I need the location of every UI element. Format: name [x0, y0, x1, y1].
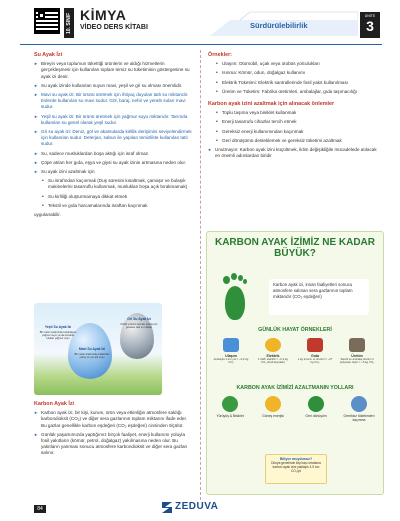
- way-recycling: Geri dönüşüm: [297, 396, 335, 418]
- section-title-karbon-ayak-izi: Karbon Ayak İzi: [34, 401, 75, 407]
- meat-icon: [307, 338, 323, 352]
- list-item: ► Su, sadece musluklardan boşa aktığı için israf olmaz.: [34, 151, 192, 157]
- section-title-onlemler: Karbon ayak izini azaltmak için alınacak önlemler: [208, 101, 335, 108]
- lightbulb-icon: [265, 338, 281, 352]
- column-divider: [200, 50, 201, 500]
- infographic-description: Karbon ayak izi, insan faaliyetleri sonucu atmosfere salınan sera gazlarının toplam miktarıdır (CO₂ eşdeğeri): [269, 279, 369, 315]
- sub-list-item: • Gereksiz enerji kullanımından kaçınmak: [208, 129, 382, 135]
- reminder-note: ► Unutmayın: Karbon ayak izini küçültmek, iklim değişikliğile mücadelede atılacak en önemli adımlardan biridir: [208, 147, 382, 159]
- subject-title: KİMYA: [80, 7, 127, 23]
- brand-name: ZEDUVA: [175, 501, 219, 512]
- header-banner: [210, 4, 358, 36]
- book-title: VİDEO DERS KİTABI: [80, 24, 148, 31]
- way-solar: Güneş enerjisi: [254, 396, 292, 418]
- left-column-bottom: [34, 401, 192, 460]
- mavi-text: Bir malın üretiminde kullanılan yüzey ve yer altı suyu: [74, 353, 110, 360]
- sub-list-item: • Isınma: Kömür, odun, doğalgaz kullanımı: [208, 70, 382, 76]
- factory-icon: [349, 338, 365, 352]
- example-food: Gıda 1 kg kırmızı et üretimi = ~27 kg CO₂: [297, 338, 333, 365]
- section-title-su-ayak-izi: Su Ayak İzi: [34, 52, 63, 58]
- qr-code-icon[interactable]: [34, 8, 60, 34]
- sub-list-item: • Elektrik Tüketimi: Elektrik santrallerinde fosil yakıt kullanılması: [208, 80, 382, 86]
- gri-text: Kirlilik yükünü asimile etmek için gereken tatlı su miktarı: [120, 323, 158, 330]
- page-number: 84: [34, 505, 46, 513]
- right-column: [208, 52, 382, 162]
- sub-list-item: • Üretim ve Tüketim: Fabrika üretimleri, ambalajlar, gıda taşımacılığı: [208, 89, 382, 95]
- example-electricity: Elektrik 1 kWh elektrik = ~0.4 kg CO₂ (fosil kaynaklı): [255, 338, 291, 365]
- sub-list-item: • Geri dönüşümü desteklemek ve gereksiz tüketimi azaltmak: [208, 138, 382, 144]
- section-title-ornekler: Örnekler:: [208, 52, 232, 58]
- sub-list-item: • Su israfından kaçınmak (Duş süresini kısaltmak, çamaşır ve bulaşık makinelerini tasarruflu kullanmak, musluklan boşa açık bırakmamak): [34, 178, 192, 190]
- car-icon: [223, 338, 239, 352]
- sub-list-item: • Toplu taşıma veya bisiklet kullanmak: [208, 110, 382, 116]
- way-walking-cycling: Yürüyüş & Bisiklet: [211, 396, 249, 418]
- sub-list-item: • Tekstil ve gıda harcamalarında israftan kaçınmak: [34, 203, 192, 209]
- list-item: ► Çöpe atılan her gıda, eşya ve giysi su ayak izinin artmasına neden olur.: [34, 160, 192, 166]
- shopping-bag-icon: [351, 396, 367, 412]
- list-item-gri: ► Gri su ayak izi: Deniz, göl ve akarsularda kirlilik derişimini seviyelendirmek için kullanılan sudur. Deterjan, sabun ile yapılan temizlikte kullanılan tatlı sudur.: [34, 129, 192, 148]
- yesil-text: Bir malın üretiminde buharlaşan yağmur suyu ya da toprakta tutulan yağmur suyu: [39, 331, 77, 341]
- chapter-title: Sürdürülebilirlik: [250, 21, 308, 30]
- example-production: Üretim Tekstil ve ambalaj üretimi 1 polyester tişört = ~5 kg CO₂: [339, 338, 375, 365]
- note-title: Biliyor muydunuz?: [279, 457, 313, 461]
- way-avoid-consumption: Gereksiz tüketimden kaçınma: [340, 396, 378, 422]
- carbon-footprint-infographic: [206, 231, 384, 495]
- sub-list-item: • Su kirliliği oluşturmamaya dikkat etmek: [34, 194, 192, 200]
- recycle-icon: [308, 396, 324, 412]
- unit-number: 3: [366, 18, 374, 34]
- example-transport: Ulaşım Arabayla 1 km yol = ~0.2 kg CO₂: [213, 338, 249, 365]
- list-item-mavi: ► Mavi su ayak izi: Bir ürünü üretmek için ihtiyaç duyulan tatlı su miktarıdır. Evlerde kullanılan su mavi sudur. Göl, baraj, nehir ve yeraltı suları mavi sudur.: [34, 92, 192, 111]
- list-item: ► Karbon ayak izi, bir kişi, kurum, ürün veya etkinliğin atmosfere saldığı karbondioksit (CO₂) ve diğer sera gazlarının toplam miktarını ifade eder. Bu gazlar genellikle karbon eşdeğeri (CO₂ eşdeğeri) cinsinden ölçülür.: [34, 410, 192, 429]
- zeduva-logo-icon: [162, 502, 172, 513]
- infographic-title: KARBON AYAK İZİMİZ NE KADAR BÜYÜK?: [214, 237, 375, 259]
- sub-list-item: • Enerji tasarrufu cihazlar tercih etmek: [208, 119, 382, 125]
- unit-label: ÜNİTE: [364, 14, 376, 18]
- note-text: Dünya genelinde kişi başı ortalama karbon ayak izini yaklaşık 4.5 ton CO₂/yıl: [271, 461, 321, 473]
- page-header: [0, 0, 400, 48]
- footprint-icon: [219, 272, 249, 322]
- gri-label: Gri Su Ayak İzi: [127, 317, 151, 321]
- list-item: ► Su ayak izini azaltmak için: [34, 169, 192, 175]
- daily-examples-title: GÜNLÜK HAYAT ÖRNEKLERİ: [258, 327, 332, 333]
- sub-list-item: • Ulaşım: Otomobil, uçak veya otobüs yolculukları: [208, 61, 382, 67]
- mavi-label: Mavi Su Ayak İzi: [78, 347, 106, 351]
- list-item: ► Günlük yaşamımızda yaptığımız birçok faaliyet, enerji kullanımı yoluyla fosil yakıtların (kömür, petrol, doğalgaz) yakılmasına neden olur. Bu yakıtların yanması sonucu atmosfere karbondioksit ve diğer sera gazları salınır.: [34, 432, 192, 457]
- list-item: ► Su ayak izinde kullanılan suyun mavi, yeşil ve gri su olması önemlidir.: [34, 83, 192, 89]
- paragraph: uygulanabilir.: [34, 212, 61, 218]
- did-you-know-note: [265, 454, 327, 484]
- reduction-ways-title: KARBON AYAK İZİMİZİ AZALTMANIN YOLLARI: [236, 385, 354, 391]
- bicycle-icon: [222, 396, 238, 412]
- header-divider: [20, 44, 382, 45]
- solar-panel-icon: [265, 396, 281, 412]
- water-footprint-illustration: [34, 303, 162, 395]
- grade-label: 10. SINIF: [64, 8, 74, 38]
- list-item: ► Bireyin veya toplumun tükettiği ürünlerin ve aldığı hizmetlerin gerçekleşmesi için kullanılan toplam temiz su tüketiminin göstergesine su ayak izi denir.: [34, 61, 192, 80]
- left-column-top: [34, 52, 192, 221]
- list-item-yesil: ► Yeşil su ayak izi: Bir ürünü üretmek için yağmur suyu miktarıdır. Tarımda kullanılan su genel olarak yeşil sudur.: [34, 114, 192, 126]
- unit-badge: [360, 12, 380, 38]
- yesil-label: Yeşil Su Ayak İzi: [44, 325, 72, 329]
